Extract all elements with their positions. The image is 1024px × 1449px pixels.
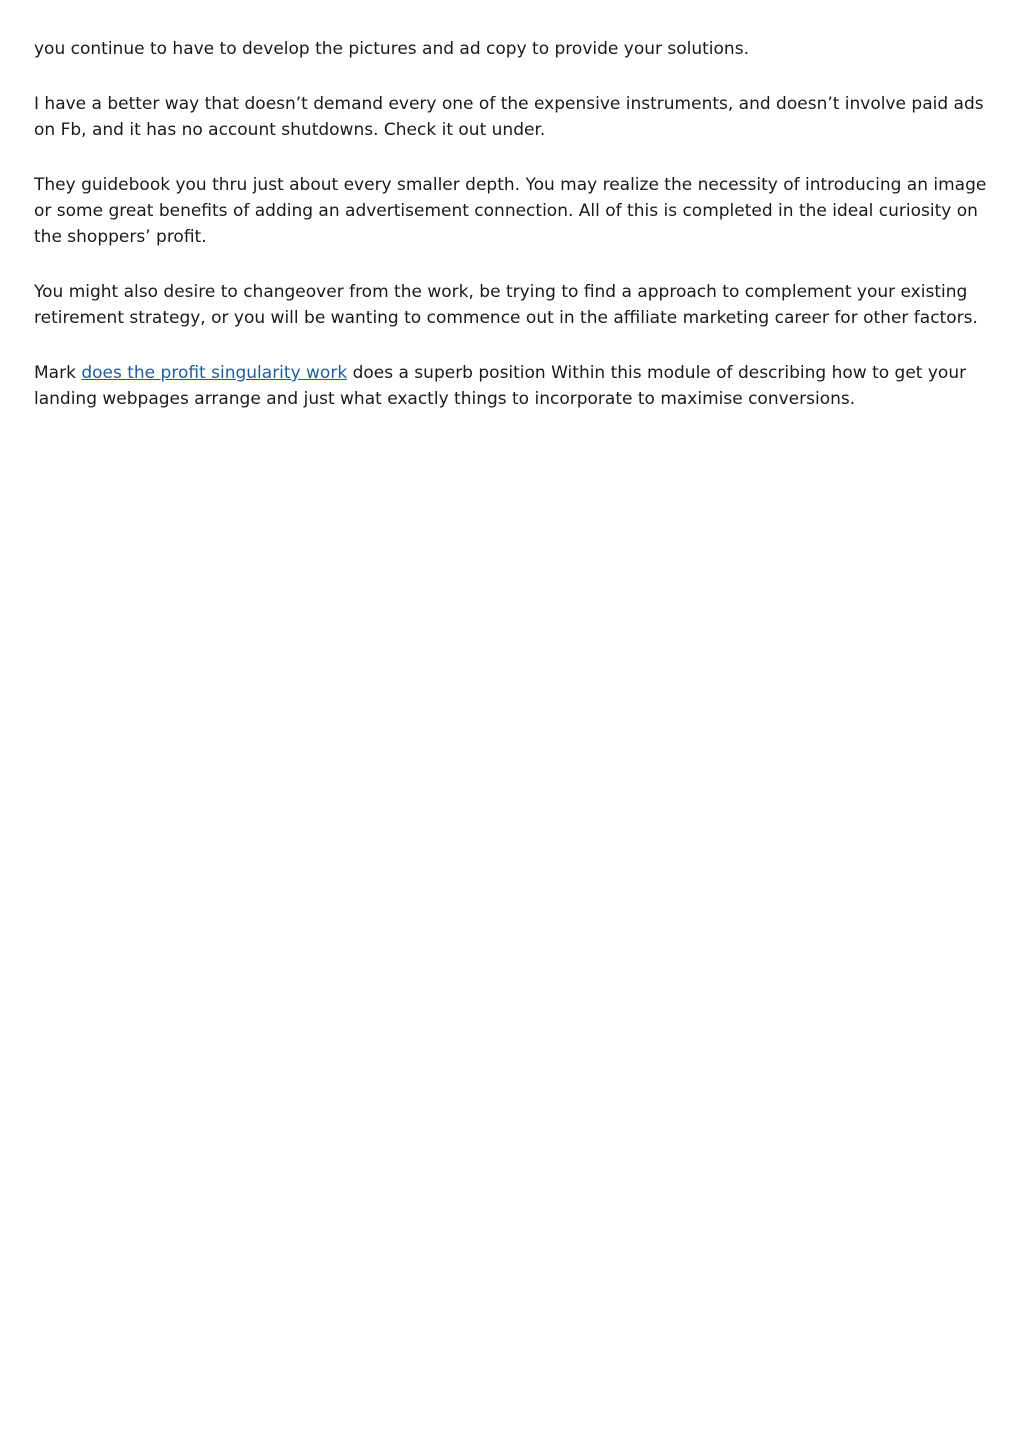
paragraph-2: I have a better way that doesn’t demand every one of the expensive instruments, and doesn’t involve paid ads on Fb, and it has no account shutdowns. Check it out under. bbox=[34, 94, 984, 140]
paragraph-3: They guidebook you thru just about every smaller depth. You may realize the necessity of introducing an image or some great benefits of adding an advertisement connection. All of this is completed in the ideal curiosity on the shoppers’ profit. bbox=[34, 175, 987, 247]
paragraph-1: you continue to have to develop the pictures and ad copy to provide your solutions. bbox=[34, 39, 749, 59]
paragraph-5-trailing-text: does a superb position Within this module of describing how to get your landing webpages arrange and just what exactly things to incorporate to maximise conversions. bbox=[34, 363, 967, 409]
paragraph-4: You might also desire to changeover from the work, be trying to find a approach to complement your existing retirement strategy, or you will be wanting to commence out in the affiliate marketing career for other factors. bbox=[34, 282, 978, 328]
paragraph-5 bbox=[34, 360, 994, 412]
profit-singularity-link[interactable]: does the profit singularity work bbox=[81, 363, 348, 383]
paragraph-5-lead-text: Mark bbox=[34, 363, 82, 383]
document-body bbox=[34, 36, 994, 441]
